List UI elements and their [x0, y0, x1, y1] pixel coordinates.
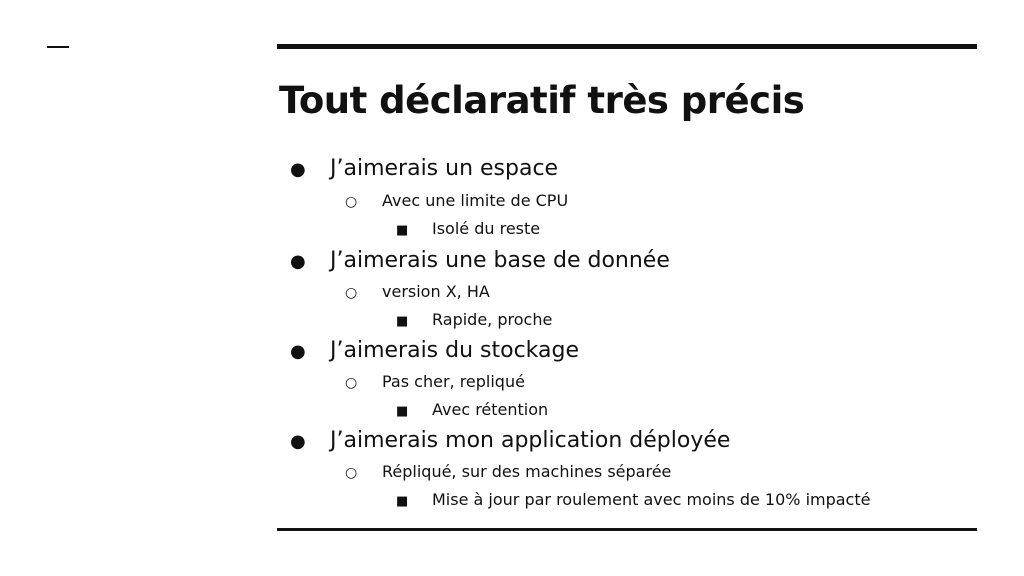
square-bullet-icon: ■ [396, 494, 409, 509]
bullet-item-level2 [345, 190, 568, 213]
bullet-text: Rapide, proche [432, 310, 553, 329]
hollow-circle-bullet-icon: ○ [345, 465, 358, 481]
slide-title: Tout déclaratif très précis [279, 79, 805, 122]
bullet-item-level3 [396, 489, 870, 513]
bullet-text: J’aimerais mon application déployée [330, 428, 731, 453]
corner-dash [47, 46, 69, 48]
filled-circle-bullet-icon: ● [290, 159, 306, 180]
bullet-item-level2 [345, 281, 490, 304]
bullet-text: version X, HA [382, 282, 490, 301]
bullet-item-level1 [290, 247, 670, 276]
filled-circle-bullet-icon: ● [290, 341, 306, 362]
bullet-item-level3 [396, 399, 548, 423]
top-rule [277, 44, 977, 49]
filled-circle-bullet-icon: ● [290, 431, 306, 452]
square-bullet-icon: ■ [396, 404, 409, 419]
bullet-text: Avec une limite de CPU [382, 191, 569, 210]
bullet-text: Répliqué, sur des machines séparée [382, 462, 672, 481]
bullet-item-level1 [290, 427, 730, 456]
bottom-rule [277, 528, 977, 531]
filled-circle-bullet-icon: ● [290, 251, 306, 272]
hollow-circle-bullet-icon: ○ [345, 285, 358, 301]
bullet-item-level1 [290, 155, 558, 184]
bullet-text: Avec rétention [432, 400, 549, 419]
bullet-text: J’aimerais un espace [330, 156, 559, 181]
bullet-item-level1 [290, 337, 579, 366]
square-bullet-icon: ■ [396, 223, 409, 238]
bullet-text: J’aimerais du stockage [330, 338, 580, 363]
hollow-circle-bullet-icon: ○ [345, 194, 358, 210]
bullet-text: Isolé du reste [432, 219, 541, 238]
bullet-text: Pas cher, repliqué [382, 372, 525, 391]
square-bullet-icon: ■ [396, 314, 409, 329]
hollow-circle-bullet-icon: ○ [345, 375, 358, 391]
bullet-text: J’aimerais une base de donnée [330, 248, 670, 273]
bullet-item-level2 [345, 461, 671, 484]
bullet-item-level3 [396, 218, 540, 242]
bullet-text: Mise à jour par roulement avec moins de 10% impacté [432, 490, 871, 509]
bullet-item-level3 [396, 309, 552, 333]
bullet-item-level2 [345, 371, 525, 394]
